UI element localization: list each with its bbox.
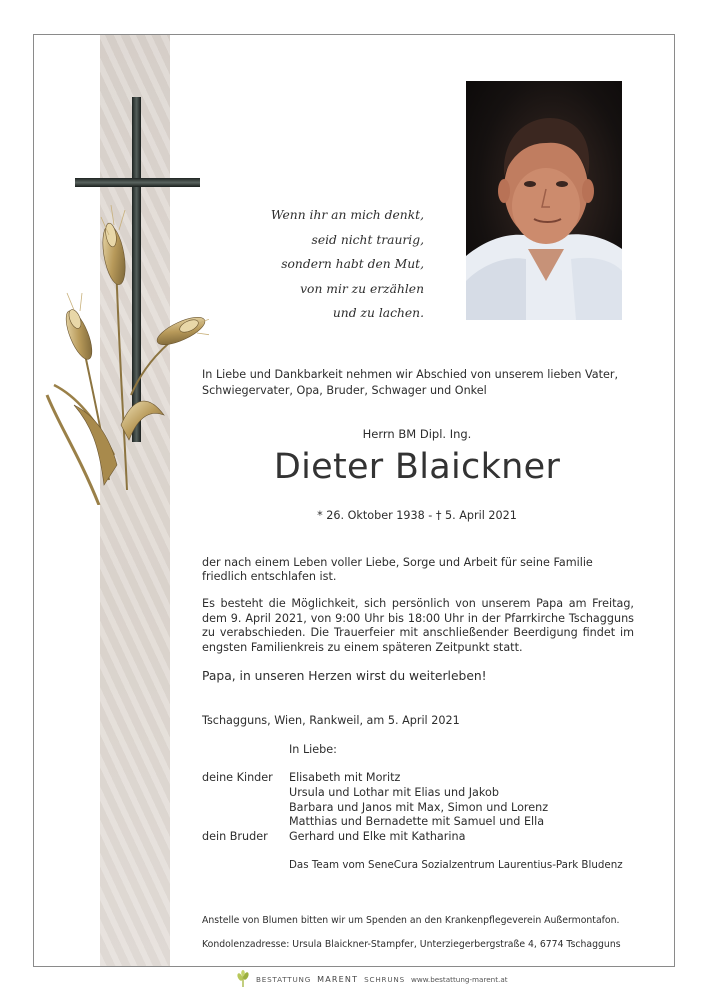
footer-brand-prefix: BESTATTUNG (256, 974, 312, 984)
in-liebe-label: In Liebe: (289, 743, 337, 756)
wheat-leaf-icon (236, 970, 250, 988)
obituary-card (33, 34, 675, 967)
wheat-ears-icon (47, 205, 209, 505)
life-dates: * 26. Oktober 1938 - † 5. April 2021 (317, 509, 517, 522)
quote-line: von mir zu erzählen (300, 281, 424, 296)
quote-line: seid nicht traurig, (311, 232, 424, 247)
paragraph-farewell: Es besteht die Möglichkeit, sich persönlich von unserem Papa am Freitag, dem 9. April 2021, von 9:00 Uhr bis 18:00 Uhr in der Pfarrkirche Tschagguns zu verabschieden. Die Trauerfeier mit anschließender Beerdigung findet im engsten Familienkreis zu einem späteren Zeitpunkt statt. (202, 597, 634, 654)
condolence-address: Kondolenzadresse: Ursula Blaickner-Stampfer, Unterziegerbergstraße 4, 6774 Tschagguns (202, 939, 621, 950)
quote-line: und zu lachen. (332, 306, 424, 321)
kinder-list (289, 771, 548, 830)
place-date: Tschagguns, Wien, Rankweil, am 5. April 2021 (202, 714, 460, 727)
kinder-label: deine Kinder (202, 771, 273, 784)
footer (236, 968, 508, 990)
bruder-entry: Gerhard und Elke mit Katharina (289, 830, 466, 843)
list-item: Barbara und Janos mit Max, Simon und Lorenz (289, 800, 549, 814)
footer-brand: MARENT (317, 974, 359, 984)
team-entry: Das Team vom SeneCura Sozialzentrum Laurentius-Park Bludenz (289, 859, 623, 871)
paragraph-life: der nach einem Leben voller Liebe, Sorge und Arbeit für seine Familie friedlich entschlafen ist. (202, 556, 593, 583)
salutation: Herrn BM Dipl. Ing. (362, 427, 472, 441)
bruder-label: dein Bruder (202, 830, 268, 843)
quote-line: Wenn ihr an mich denkt, (270, 208, 424, 222)
list-item: Elisabeth mit Moritz (289, 771, 401, 784)
cross-and-wheat (39, 95, 209, 505)
deceased-name: Dieter Blaickner (273, 447, 561, 487)
footer-town: SCHRUNS (364, 974, 405, 984)
paragraph-closing: Papa, in unseren Herzen wirst du weiterleben! (202, 669, 487, 683)
portrait-photo (466, 81, 622, 320)
quote-line: sondern habt den Mut, (281, 257, 424, 272)
list-item: Ursula und Lothar mit Elias und Jakob (289, 785, 499, 799)
intro-text: In Liebe und Dankbarkeit nehmen wir Abschied von unserem lieben Vater, Schwiegervater, Opa, Bruder, Schwager und Onkel (202, 368, 619, 397)
cross-icon (39, 95, 209, 505)
donation-note: Anstelle von Blumen bitten wir um Spenden an den Krankenpflegeverein Außermontafon. (202, 915, 620, 926)
list-item: Matthias und Bernadette mit Samuel und Ella (289, 815, 545, 829)
footer-url[interactable]: www.bestattung-marent.at (410, 974, 508, 984)
memorial-quote (271, 203, 424, 326)
